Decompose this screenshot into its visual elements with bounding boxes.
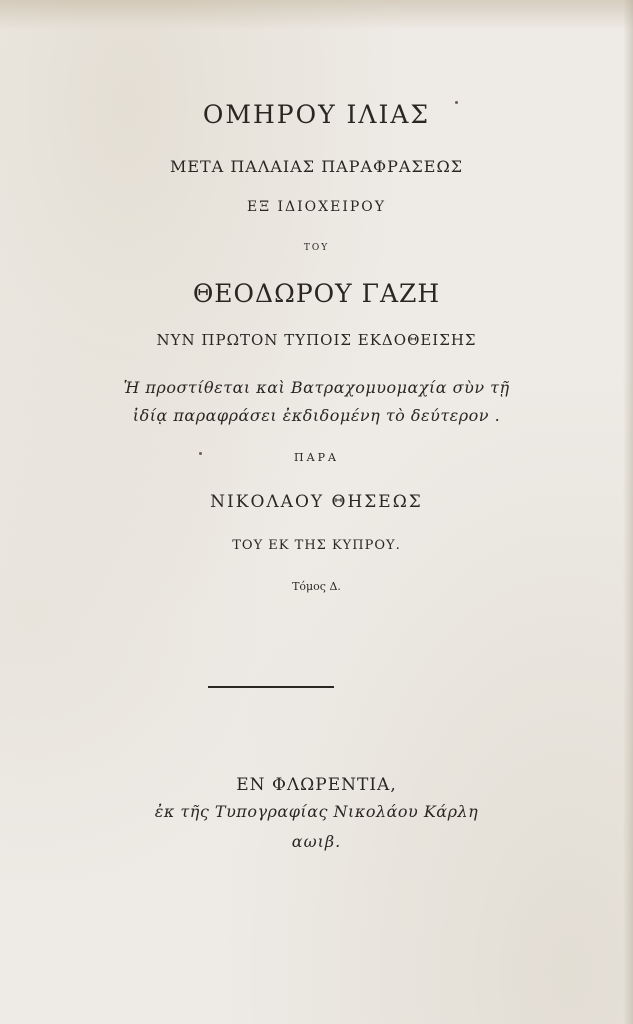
paper-stain	[0, 0, 633, 30]
subtitle-line-1: ΜΕΤΑ ΠΑΛΑΙΑΣ ΠΑΡΑΦΡΑΣΕΩΣ	[169, 157, 464, 176]
ink-speck	[199, 452, 202, 455]
tou-word: ΤΟΥ	[303, 243, 330, 253]
page-edge	[623, 0, 633, 1024]
editor-origin: ΤΟΥ ΕΚ ΤΗΣ ΚΥΠΡΟΥ.	[232, 538, 401, 553]
italic-line-2: ἰδίᾳ παραφράσει ἐκδιδομένη τὸ δεύτερον .	[132, 406, 501, 425]
italic-line-1: Ἡ προστίθεται καὶ Βατραχομυομαχία σὺν τῇ	[123, 378, 510, 397]
ink-speck	[455, 101, 458, 104]
divider-rule	[208, 686, 334, 688]
imprint-printer: ἐκ τῆς Τυπογραφίας Νικολάου Κάρλη	[154, 802, 479, 821]
first-edition-line: ΝΥΝ ΠΡΩΤΟΝ ΤΥΠΟΙΣ ΕΚΔΟΘΕΙΣΗΣ	[156, 331, 477, 349]
imprint-year: αωιβ.	[291, 832, 342, 851]
author-name: ΘΕΟΔΩΡΟΥ ΓΑΖΗ	[192, 279, 441, 308]
imprint-place: ΕΝ ΦΛΩΡΕΝΤΙΑ,	[236, 775, 397, 795]
editor-name: ΝΙΚΟΛΑΟΥ ΘΗΣΕΩΣ	[210, 492, 423, 512]
volume-number: Τόμος Δ.	[292, 580, 341, 593]
subtitle-line-2: ΕΞ ΙΔΙΟΧΕΙΡΟΥ	[246, 199, 387, 215]
para-word: ΠΑΡΑ	[294, 451, 339, 464]
book-title: ΟΜΗΡΟΥ ΙΛΙΑΣ	[202, 100, 431, 129]
